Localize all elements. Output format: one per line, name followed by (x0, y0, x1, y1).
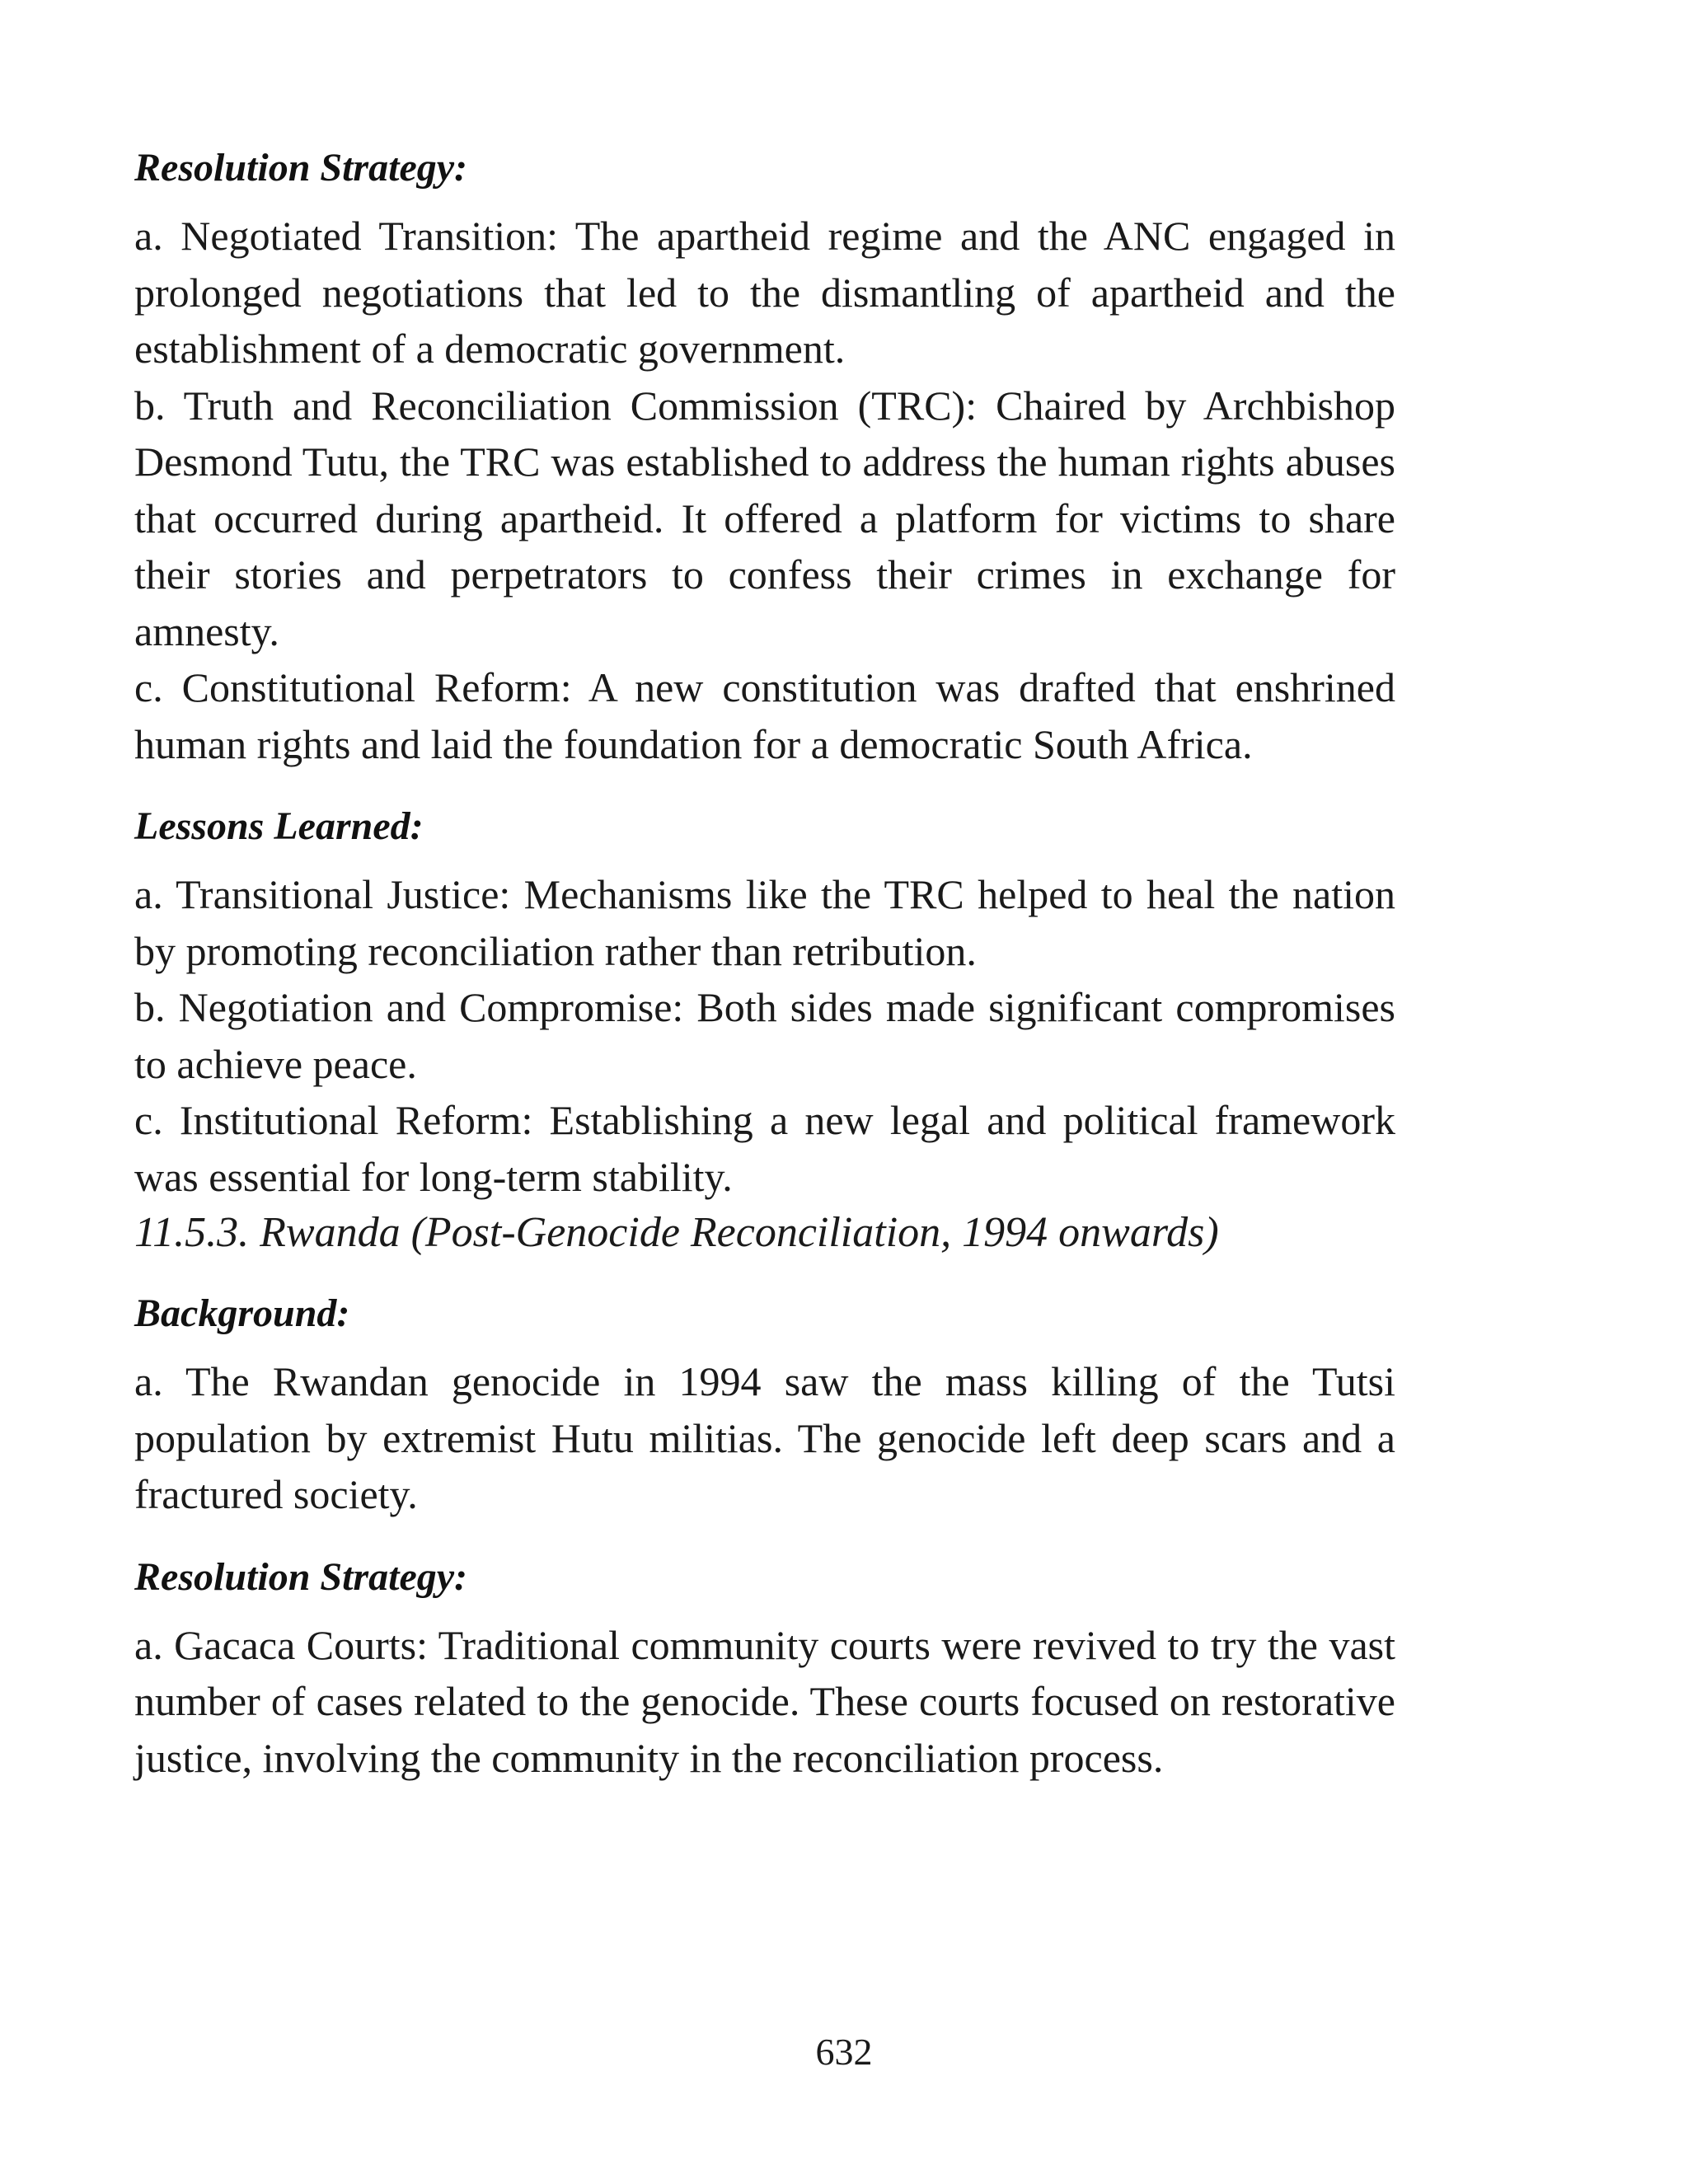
paragraph-institutional-reform: c. Institutional Reform: Establishing a new legal and political framework was essential for long-term stability. (134, 1097, 1395, 1200)
paragraph-transitional-justice: a. Transitional Justice: Mechanisms like the TRC helped to heal the nation by promoting reconciliation rather than retribution. (134, 871, 1395, 974)
paragraph-rwandan-genocide: a. The Rwandan genocide in 1994 saw the mass killing of the Tutsi population by extremist Hutu militias. The genocide left deep scars and a fractured society. (134, 1358, 1395, 1517)
page-content (134, 140, 1395, 1786)
subsection-title-rwanda: 11.5.3. Rwanda (Post-Genocide Reconciliation, 1994 onwards) (134, 1209, 1219, 1256)
paragraph-gacaca-courts: a. Gacaca Courts: Traditional community courts were revived to try the vast number of cases related to the genocide. These courts focused on restorative justice, involving the community in the reconciliation process. (134, 1621, 1395, 1781)
paragraph-constitutional-reform: c. Constitutional Reform: A new constitution was drafted that enshrined human rights and laid the foundation for a democratic South Africa. (134, 664, 1395, 767)
section-heading-lessons-learned: Lessons Learned: (134, 804, 424, 848)
paragraph-negotiated-transition: a. Negotiated Transition: The apartheid regime and the ANC engaged in prolonged negotiations that led to the dismantling of apartheid and the establishment of a democratic government. (134, 213, 1395, 372)
paragraph-truth-reconciliation-commission: b. Truth and Reconciliation Commission (TRC): Chaired by Archbishop Desmond Tutu, the TRC was established to address the human rights abuses that occurred during apartheid. It offered a platform for victims to share their stories and perpetrators to confess their crimes in exchange for amnesty. (134, 382, 1395, 654)
section-heading-resolution-strategy: Resolution Strategy: (134, 146, 468, 190)
section-heading-resolution-strategy-rwanda: Resolution Strategy: (134, 1554, 468, 1599)
section-heading-background: Background: (134, 1291, 350, 1335)
paragraph-negotiation-compromise: b. Negotiation and Compromise: Both sides made significant compromises to achieve peace. (134, 984, 1395, 1087)
page-number: 632 (815, 2031, 873, 2073)
